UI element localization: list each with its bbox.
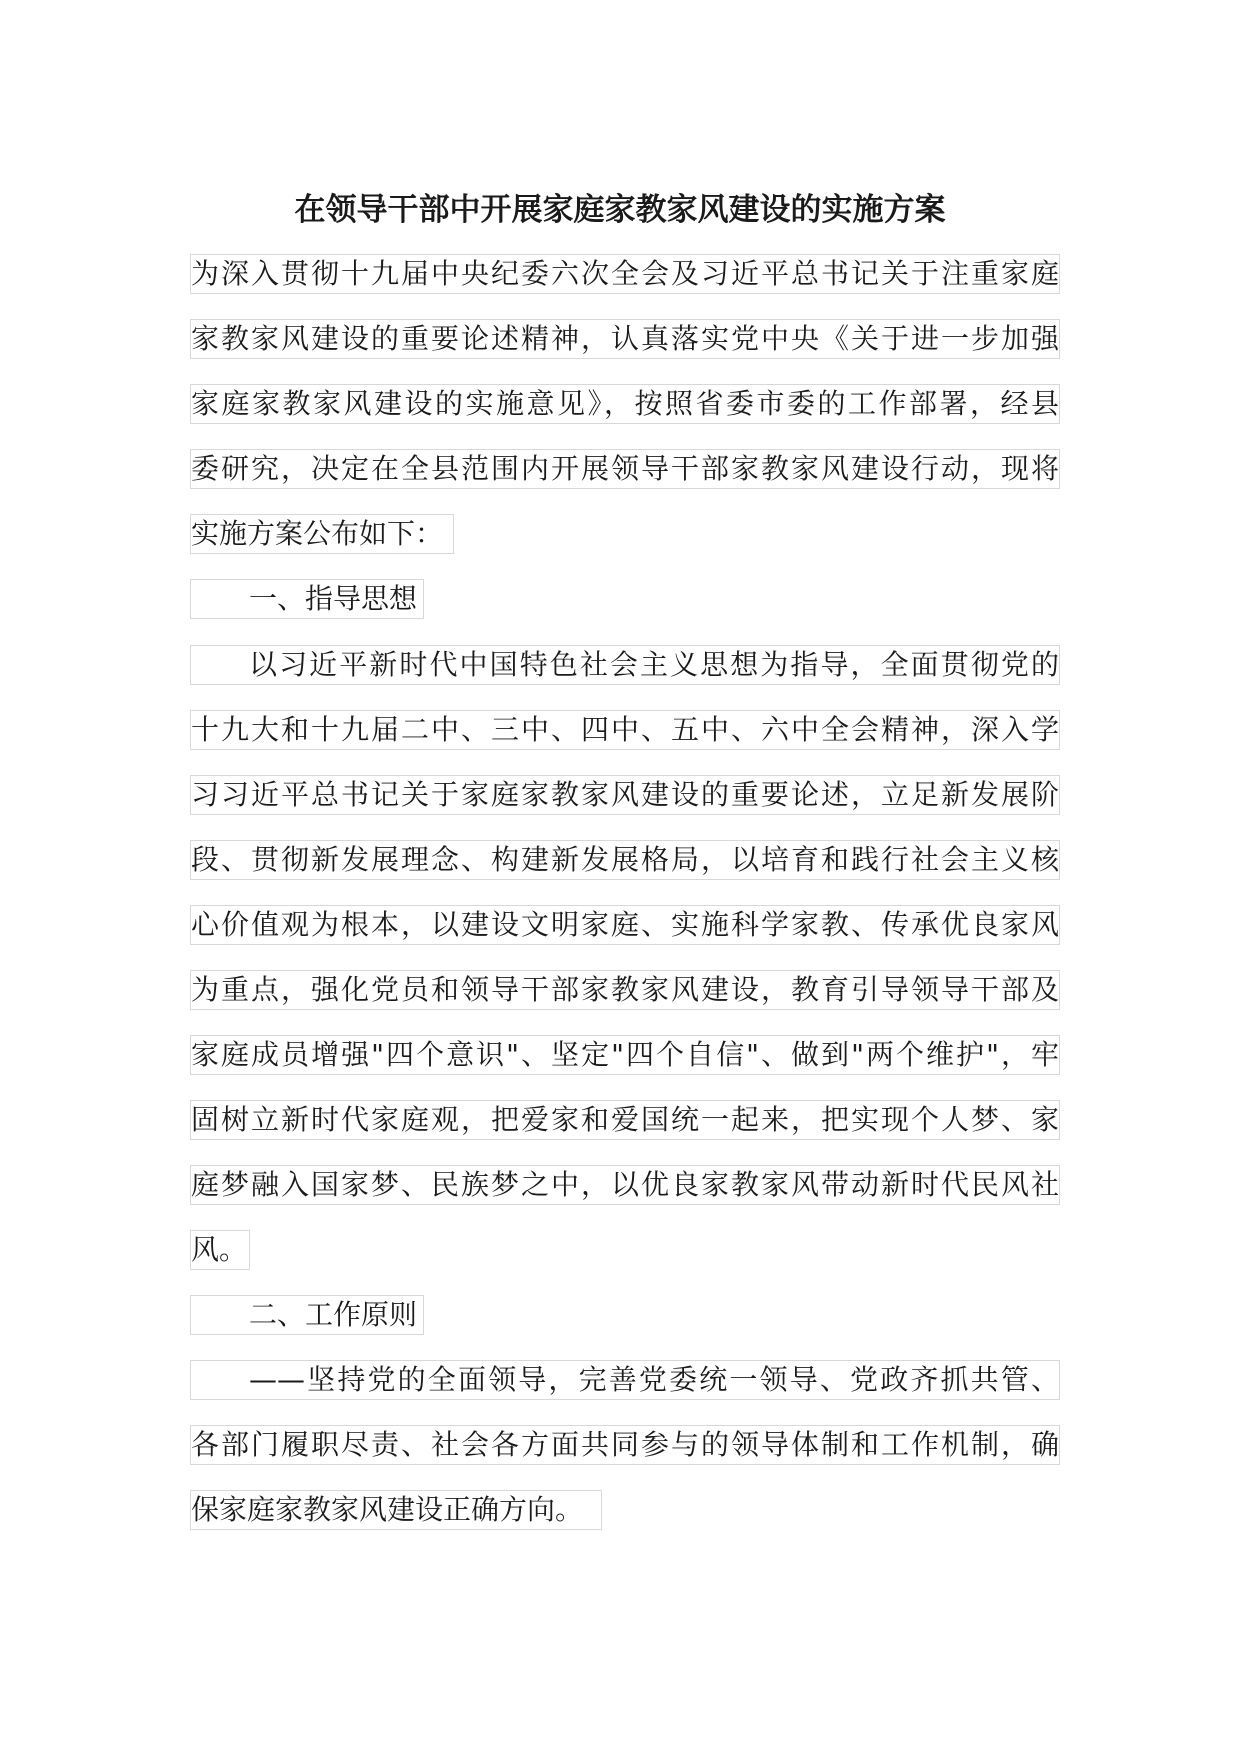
text-line-18: ——坚持党的全面领导，完善党委统一领导、党政齐抓共管、: [190, 1360, 1060, 1400]
text-line-16: 风。: [190, 1230, 250, 1270]
text-line-12: 为重点，强化党员和领导干部家教家风建设，教育引导领导干部及: [190, 970, 1060, 1010]
text-line-20: 保家庭家教家风建设正确方向。: [190, 1490, 602, 1530]
text-line-1: 为深入贯彻十九届中央纪委六次全会及习近平总书记关于注重家庭: [190, 254, 1060, 294]
text-line-15: 庭梦融入国家梦、民族梦之中，以优良家教家风带动新时代民风社: [190, 1165, 1060, 1205]
text-line-5: 实施方案公布如下：: [190, 514, 454, 554]
section-heading-1: 一、指导思想: [190, 579, 424, 619]
text-line-4: 委研究，决定在全县范围内开展领导干部家教家风建设行动，现将: [190, 449, 1060, 489]
text-line-9: 习习近平总书记关于家庭家教家风建设的重要论述，立足新发展阶: [190, 775, 1060, 815]
text-line-2: 家教家风建设的重要论述精神，认真落实党中央《关于进一步加强: [190, 319, 1060, 359]
text-line-11: 心价值观为根本，以建设文明家庭、实施科学家教、传承优良家风: [190, 905, 1060, 945]
text-line-14: 固树立新时代家庭观，把爱家和爱国统一起来，把实现个人梦、家: [190, 1100, 1060, 1140]
text-line-7: 以习近平新时代中国特色社会主义思想为指导，全面贯彻党的: [190, 645, 1060, 685]
text-line-10: 段、贯彻新发展理念、构建新发展格局，以培育和践行社会主义核: [190, 840, 1060, 880]
section-heading-2: 二、工作原则: [190, 1295, 424, 1335]
text-line-3: 家庭家教家风建设的实施意见》，按照省委市委的工作部署，经县: [190, 384, 1060, 424]
text-line-13: 家庭成员增强"四个意识"、坚定"四个自信"、做到"两个维护"，牢: [190, 1035, 1060, 1075]
text-line-19: 各部门履职尽责、社会各方面共同参与的领导体制和工作机制，确: [190, 1425, 1060, 1465]
document-title: 在领导干部中开展家庭家教家风建设的实施方案: [294, 192, 946, 228]
text-line-8: 十九大和十九届二中、三中、四中、五中、六中全会精神，深入学: [190, 710, 1060, 750]
